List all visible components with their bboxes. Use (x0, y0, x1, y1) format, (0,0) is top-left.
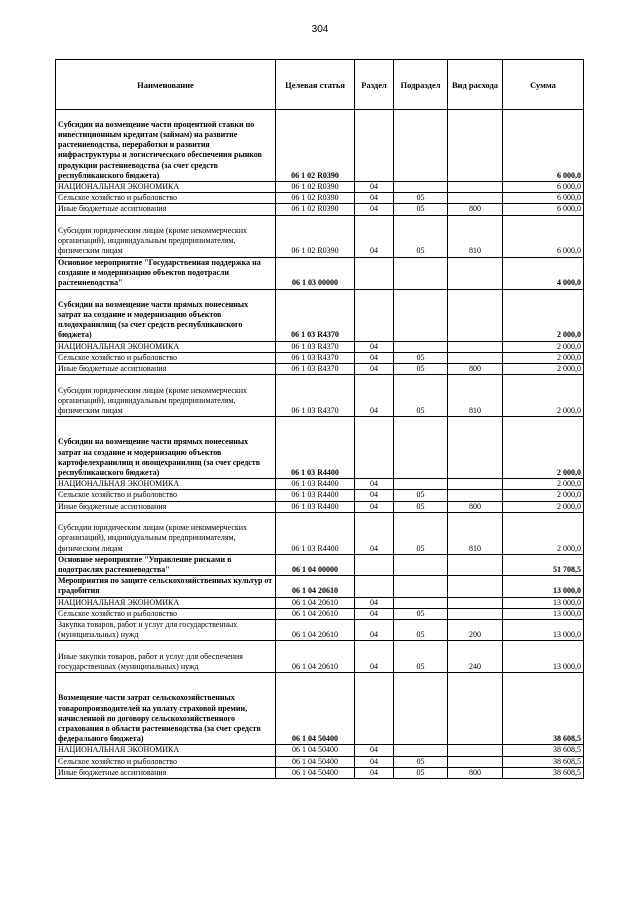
amount-cell: 38 608,5 (503, 745, 584, 756)
target-item-cell: 06 1 03 R4370 (276, 364, 355, 375)
section-cell: 04 (355, 375, 394, 417)
header-name: Наименование (56, 60, 276, 110)
amount-cell: 38 608,5 (503, 767, 584, 778)
name-cell: Иные бюджетные ассигнования (56, 364, 276, 375)
amount-cell: 4 000,0 (503, 257, 584, 289)
amount-cell: 38 608,5 (503, 673, 584, 745)
expense-type-cell (448, 597, 503, 608)
expense-type-cell (448, 479, 503, 490)
section-cell: 04 (355, 756, 394, 767)
amount-cell: 2 000,0 (503, 375, 584, 417)
expense-type-cell (448, 289, 503, 341)
table-row (56, 620, 584, 641)
target-item-cell: 06 1 02 R0390 (276, 215, 355, 257)
target-item-cell: 06 1 03 R4400 (276, 490, 355, 501)
subsection-cell (394, 341, 448, 352)
page-number: 304 (311, 24, 329, 35)
subsection-cell (394, 257, 448, 289)
amount-cell: 2 000,0 (503, 479, 584, 490)
section-cell: 04 (355, 501, 394, 512)
table-row (56, 490, 584, 501)
target-item-cell: 06 1 02 R0390 (276, 204, 355, 215)
name-cell: НАЦИОНАЛЬНАЯ ЭКОНОМИКА (56, 341, 276, 352)
section-cell: 04 (355, 193, 394, 204)
subsection-cell: 05 (394, 767, 448, 778)
name-cell: Субсидии на возмещение части прямых понесенных затрат на создание и модернизацию объектов картофелехранилищ и овощехранилищ (за счет средств республиканского бюджета) (56, 417, 276, 479)
subsection-cell (394, 417, 448, 479)
table-row (56, 215, 584, 257)
target-item-cell: 06 1 02 R0390 (276, 193, 355, 204)
target-item-cell: 06 1 03 R4400 (276, 501, 355, 512)
table-row (56, 608, 584, 619)
table-row (56, 512, 584, 554)
amount-cell: 51 708,5 (503, 554, 584, 575)
name-cell: Сельское хозяйство и рыболовство (56, 490, 276, 501)
section-cell: 04 (355, 479, 394, 490)
target-item-cell: 06 1 04 20610 (276, 597, 355, 608)
expense-type-cell: 800 (448, 501, 503, 512)
section-cell: 04 (355, 364, 394, 375)
subsection-cell (394, 673, 448, 745)
section-cell (355, 417, 394, 479)
amount-cell: 2 000,0 (503, 364, 584, 375)
section-cell (355, 554, 394, 575)
name-cell: Основное мероприятие "Управление рисками в подотраслях растениеводства" (56, 554, 276, 575)
name-cell: Основное мероприятие "Государственная поддержка на создание и модернизацию объектов подотрасли растениеводства" (56, 257, 276, 289)
section-cell: 04 (355, 745, 394, 756)
header-amount: Сумма (503, 60, 584, 110)
amount-cell: 13 000,0 (503, 620, 584, 641)
target-item-cell: 06 1 03 00000 (276, 257, 355, 289)
expense-type-cell (448, 341, 503, 352)
subsection-cell: 05 (394, 512, 448, 554)
expense-type-cell (448, 182, 503, 193)
target-item-cell: 06 1 03 R4370 (276, 352, 355, 363)
name-cell: Сельское хозяйство и рыболовство (56, 352, 276, 363)
name-cell: Субсидии на возмещение части прямых понесенных затрат на создание и модернизацию объектов плодохранилищ (за счет средств республиканского бюджета) (56, 289, 276, 341)
amount-cell: 2 000,0 (503, 512, 584, 554)
table-row (56, 289, 584, 341)
section-cell: 04 (355, 352, 394, 363)
subsection-cell: 05 (394, 364, 448, 375)
target-item-cell: 06 1 03 R4370 (276, 375, 355, 417)
name-cell: Сельское хозяйство и рыболовство (56, 608, 276, 619)
table-row (56, 110, 584, 182)
target-item-cell: 06 1 02 R0390 (276, 110, 355, 182)
name-cell: НАЦИОНАЛЬНАЯ ЭКОНОМИКА (56, 745, 276, 756)
table-row (56, 193, 584, 204)
name-cell: НАЦИОНАЛЬНАЯ ЭКОНОМИКА (56, 182, 276, 193)
table-row (56, 756, 584, 767)
section-cell (355, 110, 394, 182)
name-cell: Иные бюджетные ассигнования (56, 204, 276, 215)
subsection-cell: 05 (394, 215, 448, 257)
expense-type-cell (448, 576, 503, 597)
expense-type-cell (448, 490, 503, 501)
expense-type-cell (448, 257, 503, 289)
target-item-cell: 06 1 03 R4400 (276, 417, 355, 479)
subsection-cell: 05 (394, 608, 448, 619)
name-cell: Иные бюджетные ассигнования (56, 767, 276, 778)
header-expense-type: Вид расхода (448, 60, 503, 110)
table-row (56, 479, 584, 490)
expense-type-cell (448, 554, 503, 575)
name-cell: Мероприятия по защите сельскохозяйственных культур от градобития (56, 576, 276, 597)
expense-type-cell (448, 110, 503, 182)
subsection-cell (394, 597, 448, 608)
target-item-cell: 06 1 03 R4400 (276, 512, 355, 554)
expense-type-cell: 200 (448, 620, 503, 641)
subsection-cell (394, 182, 448, 193)
expense-type-cell: 800 (448, 204, 503, 215)
section-cell: 04 (355, 204, 394, 215)
subsection-cell: 05 (394, 490, 448, 501)
amount-cell: 6 000,0 (503, 110, 584, 182)
subsection-cell (394, 289, 448, 341)
name-cell: Сельское хозяйство и рыболовство (56, 756, 276, 767)
target-item-cell: 06 1 04 50400 (276, 756, 355, 767)
name-cell: Закупка товаров, работ и услуг для государственных (муниципальных) нужд (56, 620, 276, 641)
section-cell: 04 (355, 620, 394, 641)
table-row (56, 745, 584, 756)
section-cell: 04 (355, 641, 394, 673)
table-row (56, 364, 584, 375)
amount-cell: 6 000,0 (503, 204, 584, 215)
expense-type-cell (448, 608, 503, 619)
table-row (56, 375, 584, 417)
name-cell: Возмещение части затрат сельскохозяйственных товаропроизводителей на уплату страховой премии, начисленной по договору сельскохозяйственного страхования в области растениеводства (за счет средств федерального бюджета) (56, 673, 276, 745)
subsection-cell: 05 (394, 620, 448, 641)
table-row (56, 641, 584, 673)
amount-cell: 2 000,0 (503, 352, 584, 363)
name-cell: Субсидии юридическим лицам (кроме некоммерческих организаций), индивидуальным предпринимателям, физическим лицам (56, 215, 276, 257)
expense-type-cell: 810 (448, 375, 503, 417)
table-row (56, 341, 584, 352)
expense-type-cell: 810 (448, 215, 503, 257)
amount-cell: 2 000,0 (503, 501, 584, 512)
subsection-cell (394, 576, 448, 597)
section-cell: 04 (355, 341, 394, 352)
section-cell: 04 (355, 490, 394, 501)
target-item-cell: 06 1 04 50400 (276, 673, 355, 745)
target-item-cell: 06 1 04 20610 (276, 641, 355, 673)
header-subsection: Подраздел (394, 60, 448, 110)
budget-table (55, 59, 584, 779)
amount-cell: 2 000,0 (503, 417, 584, 479)
section-cell: 04 (355, 512, 394, 554)
subsection-cell: 05 (394, 352, 448, 363)
expense-type-cell: 800 (448, 364, 503, 375)
target-item-cell: 06 1 02 R0390 (276, 182, 355, 193)
expense-type-cell (448, 673, 503, 745)
name-cell: Субсидии на возмещение части процентной ставки по инвестиционным кредитам (займам) на развитие растениеводства, переработки и развития инфраструктуры и логистического обеспечения рынков продукции растениеводства (за счет средств республиканского бюджета) (56, 110, 276, 182)
expense-type-cell (448, 352, 503, 363)
subsection-cell (394, 479, 448, 490)
name-cell: Субсидии юридическим лицам (кроме некоммерческих организаций), индивидуальным предпринимателям, физическим лицам (56, 375, 276, 417)
target-item-cell: 06 1 03 R4400 (276, 479, 355, 490)
amount-cell: 13 000,0 (503, 576, 584, 597)
target-item-cell: 06 1 04 20610 (276, 620, 355, 641)
amount-cell: 13 000,0 (503, 597, 584, 608)
subsection-cell: 05 (394, 756, 448, 767)
table-row (56, 182, 584, 193)
amount-cell: 13 000,0 (503, 641, 584, 673)
table-row (56, 257, 584, 289)
expense-type-cell: 800 (448, 767, 503, 778)
name-cell: НАЦИОНАЛЬНАЯ ЭКОНОМИКА (56, 597, 276, 608)
amount-cell: 13 000,0 (503, 608, 584, 619)
target-item-cell: 06 1 04 20610 (276, 576, 355, 597)
subsection-cell: 05 (394, 501, 448, 512)
section-cell: 04 (355, 767, 394, 778)
table-body (56, 110, 584, 779)
section-cell (355, 289, 394, 341)
amount-cell: 6 000,0 (503, 193, 584, 204)
header-section: Раздел (355, 60, 394, 110)
amount-cell: 2 000,0 (503, 289, 584, 341)
target-item-cell: 06 1 03 R4370 (276, 341, 355, 352)
subsection-cell: 05 (394, 204, 448, 215)
expense-type-cell: 810 (448, 512, 503, 554)
name-cell: НАЦИОНАЛЬНАЯ ЭКОНОМИКА (56, 479, 276, 490)
expense-type-cell (448, 193, 503, 204)
name-cell: Субсидии юридическим лицам (кроме некоммерческих организаций), индивидуальным предпринимателям, физическим лицам (56, 512, 276, 554)
table-row (56, 576, 584, 597)
section-cell: 04 (355, 597, 394, 608)
name-cell: Иные закупки товаров, работ и услуг для обеспечения государственных (муниципальных) нужд (56, 641, 276, 673)
expense-type-cell (448, 745, 503, 756)
table-row (56, 767, 584, 778)
subsection-cell (394, 745, 448, 756)
section-cell: 04 (355, 608, 394, 619)
section-cell (355, 576, 394, 597)
section-cell: 04 (355, 215, 394, 257)
table-row (56, 352, 584, 363)
amount-cell: 6 000,0 (503, 215, 584, 257)
target-item-cell: 06 1 04 20610 (276, 608, 355, 619)
table-header-row (56, 60, 584, 110)
amount-cell: 2 000,0 (503, 490, 584, 501)
header-target-item: Целевая статья (276, 60, 355, 110)
amount-cell: 38 608,5 (503, 756, 584, 767)
table-row (56, 501, 584, 512)
section-cell: 04 (355, 182, 394, 193)
table-row (56, 417, 584, 479)
subsection-cell: 05 (394, 375, 448, 417)
section-cell (355, 673, 394, 745)
expense-type-cell: 240 (448, 641, 503, 673)
subsection-cell (394, 554, 448, 575)
expense-type-cell (448, 417, 503, 479)
subsection-cell (394, 110, 448, 182)
target-item-cell: 06 1 04 50400 (276, 745, 355, 756)
subsection-cell: 05 (394, 193, 448, 204)
table-row (56, 204, 584, 215)
target-item-cell: 06 1 04 00000 (276, 554, 355, 575)
name-cell: Иные бюджетные ассигнования (56, 501, 276, 512)
table-row (56, 597, 584, 608)
amount-cell: 2 000,0 (503, 341, 584, 352)
table-row (56, 554, 584, 575)
section-cell (355, 257, 394, 289)
amount-cell: 6 000,0 (503, 182, 584, 193)
subsection-cell: 05 (394, 641, 448, 673)
table-row (56, 673, 584, 745)
target-item-cell: 06 1 04 50400 (276, 767, 355, 778)
expense-type-cell (448, 756, 503, 767)
name-cell: Сельское хозяйство и рыболовство (56, 193, 276, 204)
target-item-cell: 06 1 03 R4370 (276, 289, 355, 341)
